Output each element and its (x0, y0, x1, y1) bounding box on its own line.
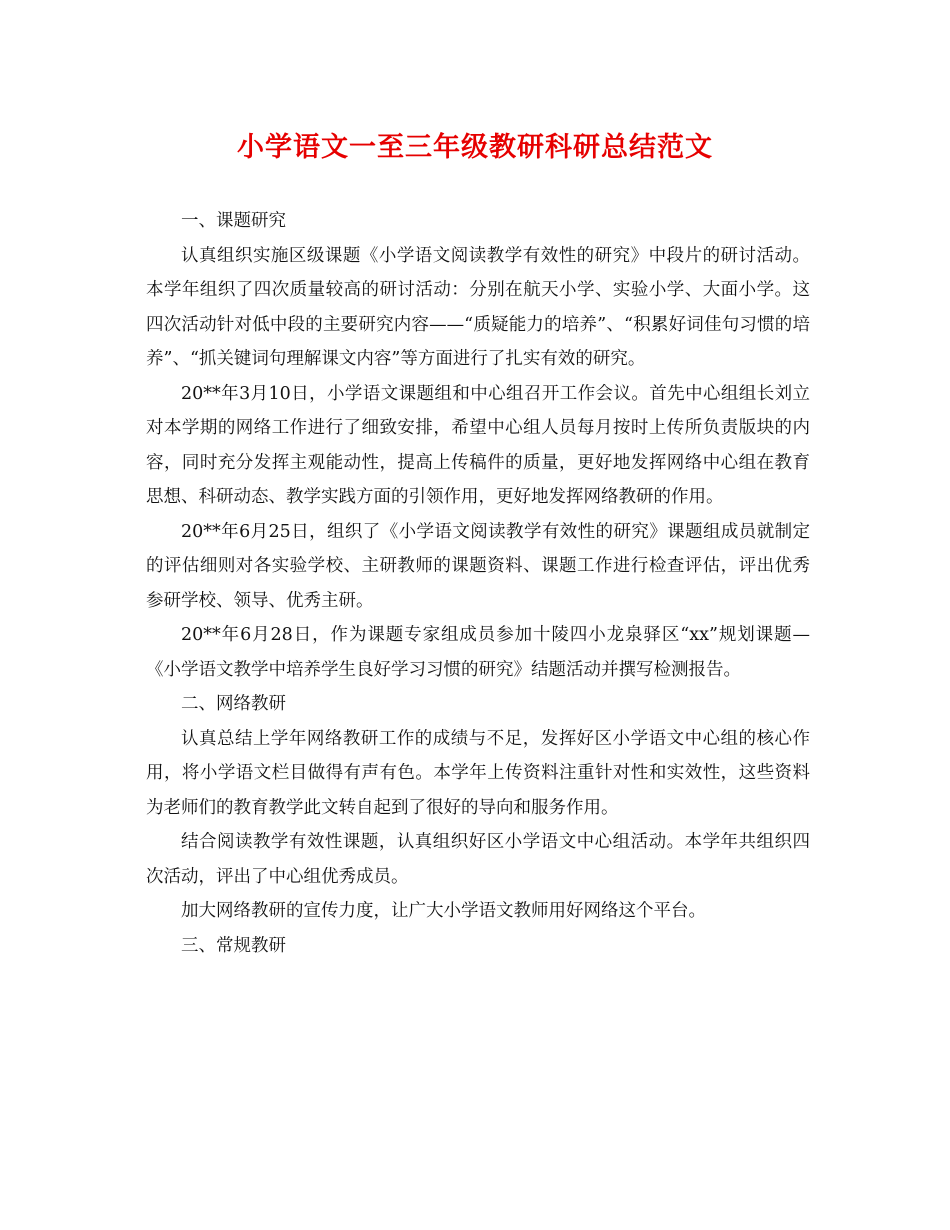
section-heading: 二、网络教研 (181, 694, 286, 714)
paragraph: 认真总结上学年网络教研工作的成绩与不足，发挥好区小学语文中心组的核心作用，将小学语文栏目做得有声有色。本学年上传资料注重针对性和实效性，这些资料为老师们的教育教学此文转自起到了很好的导向和服务作用。 (146, 728, 810, 818)
paragraph: 20**年3月10日，小学语文课题组和中心组召开工作会议。首先中心组组长刘立对本学期的网络工作进行了细致安排，希望中心组人员每月按时上传所负责版块的内容，同时充分发挥主观能动性，提高上传稿件的质量，更好地发挥网络中心组在教育思想、科研动态、教学实践方面的引领作用，更好地发挥网络教研的作用。 (146, 383, 810, 507)
document-body (146, 204, 810, 963)
paragraph: 结合阅读教学有效性课题，认真组织好区小学语文中心组活动。本学年共组织四次活动，评出了中心组优秀成员。 (146, 832, 810, 887)
document-title: 小学语文一至三年级教研科研总结范文 (237, 132, 713, 163)
paragraph: 20**年6月25日，组织了《小学语文阅读教学有效性的研究》课题组成员就制定的评估细则对各实验学校、主研教师的课题资料、课题工作进行检查评估，评出优秀参研学校、领导、优秀主研。 (146, 521, 810, 611)
paragraph: 认真组织实施区级课题《小学语文阅读教学有效性的研究》中段片的研讨活动。本学年组织了四次质量较高的研讨活动：分别在航天小学、实验小学、大面小学。这四次活动针对低中段的主要研究内容——“质疑能力的培养”、“积累好词佳句习惯的培养”、“抓关键词句理解课文内容”等方面进行了扎实有效的研究。 (146, 245, 810, 369)
section-heading: 一、课题研究 (181, 211, 286, 231)
paragraph: 加大网络教研的宣传力度，让广大小学语文教师用好网络这个平台。 (181, 901, 706, 921)
section-heading: 三、常规教研 (181, 935, 286, 956)
paragraph: 20**年6月28日，作为课题专家组成员参加十陵四小龙泉驿区“xx”规划课题—《小学语文教学中培养学生良好学习习惯的研究》结题活动并撰写检测报告。 (146, 625, 810, 680)
